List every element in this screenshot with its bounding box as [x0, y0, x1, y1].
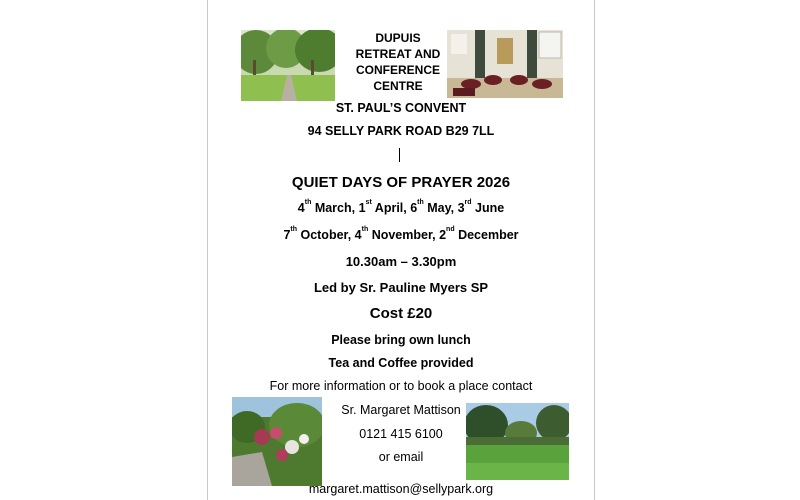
contact-intro: For more information or to book a place contact [269, 379, 533, 393]
date-rest: April, [371, 201, 411, 215]
flyer-page [207, 0, 595, 500]
event-cost: Cost £20 [369, 305, 433, 322]
date-suffix: rd [464, 199, 472, 206]
date-day: 1 [358, 201, 366, 215]
event-title: QUIET DAYS OF PRAYER 2026 [291, 174, 511, 191]
date-suffix: nd [446, 226, 455, 233]
date-rest: June [471, 201, 505, 215]
contact-name: Sr. Margaret Mattison [341, 403, 461, 417]
dates-line-1 [208, 201, 594, 215]
date-day: 3 [457, 201, 465, 215]
street-address: 94 SELLY PARK ROAD B29 7LL [307, 124, 495, 138]
contact-phone: 0121 415 6100 [359, 427, 443, 441]
date-day: 7 [283, 228, 291, 242]
text-cursor [399, 148, 400, 162]
date-suffix: th [290, 226, 297, 233]
date-day: 6 [410, 201, 418, 215]
date-rest: October, [297, 228, 355, 242]
lunch-note: Please bring own lunch [331, 333, 471, 347]
dates-line-2 [208, 228, 594, 242]
centre-name-heading [336, 30, 460, 94]
centre-name-line: CONFERENCE [355, 63, 440, 77]
chapel-interior-photo [447, 30, 563, 98]
date-suffix: th [361, 226, 369, 233]
convent-name: ST. PAUL’S CONVENT [335, 101, 467, 115]
date-suffix: th [417, 199, 424, 206]
date-rest: March, [311, 201, 359, 215]
date-day: 4 [297, 201, 305, 215]
contact-email[interactable]: margaret.mattison@sellypark.org [308, 482, 494, 496]
centre-name-line: DUPUIS [375, 31, 421, 45]
date-day: 2 [439, 228, 447, 242]
date-suffix: th [304, 199, 312, 206]
or-email-text: or email [378, 450, 424, 464]
date-rest: May, [423, 201, 458, 215]
date-suffix: st [365, 199, 372, 206]
garden-path-photo [241, 30, 335, 101]
date-rest: December [454, 228, 519, 242]
date-day: 4 [354, 228, 362, 242]
event-time: 10.30am – 3.30pm [345, 254, 457, 269]
refreshments-note: Tea and Coffee provided [328, 356, 474, 370]
centre-name-line: RETREAT AND [355, 47, 441, 61]
centre-name-line: CENTRE [373, 79, 423, 93]
lawn-photo [466, 403, 569, 480]
date-rest: November, [368, 228, 440, 242]
event-leader: Led by Sr. Pauline Myers SP [313, 280, 489, 295]
